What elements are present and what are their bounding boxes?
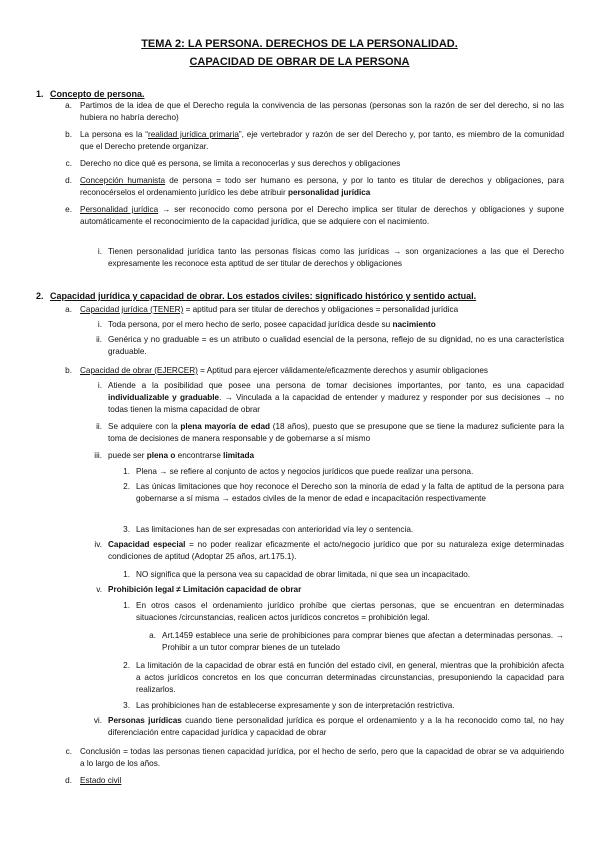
list-item: Las prohibiciones han de establecerse expresamente y son de interpretación restrictiva.: [136, 701, 455, 710]
list-item: Tienen personalidad jurídica tanto las personas físicas como las jurídicas → son organizaciones a las que el Derecho expresamente les reconoce esta aptitud de ser titular de derechos y obligaciones: [108, 247, 564, 269]
list-marker: iv.: [94, 540, 102, 549]
list-marker: c.: [65, 747, 72, 756]
list-marker: e.: [65, 205, 72, 214]
list-item: Conclusión = todas las personas tienen capacidad jurídica, por el hecho de serlo, pero que la capacidad de obrar se va adquiriendo a lo largo de los años.: [80, 747, 564, 769]
list-marker: d.: [65, 776, 72, 785]
list-item: Concepción humanista de persona = todo ser humano es persona, y por lo tanto es titular de derechos y obligaciones, para reconocérselos el ordenamiento jurídico les debe atribuir personalidad jurídica: [80, 176, 564, 198]
list-marker: v.: [96, 585, 102, 594]
list-item: Plena → se refiere al conjunto de actos y negocios jurídicos que puede realizar una persona.: [136, 467, 474, 476]
list-marker: 1.: [123, 467, 130, 476]
list-marker: ii.: [96, 335, 102, 344]
list-item: Genérica y no graduable = es un atributo o cualidad esencial de la persona, reflejo de su dignidad, no es una característica graduable.: [108, 335, 564, 357]
list-item: Toda persona, por el mero hecho de serlo, posee capacidad jurídica desde su nacimiento: [108, 320, 436, 329]
list-marker: d.: [65, 176, 72, 185]
list-item: Las únicas limitaciones que hoy reconoce el Derecho son la minoría de edad y la falta de aptitud de la persona para gobernarse a sí misma → estados civiles de la menor de edad e incapacitación respectivamente: [136, 482, 564, 504]
list-marker: vi.: [93, 716, 102, 725]
page-subtitle: CAPACIDAD DE OBRAR DE LA PERSONA: [189, 56, 410, 68]
list-marker: b.: [65, 366, 72, 375]
list-item: La persona es la “realidad jurídica primaria”, eje vertebrador y razón de ser del Derecho y, por tanto, es miembro de la comunidad que el Derecho pretende organizar.: [80, 130, 564, 152]
list-item: Art.1459 establece una serie de prohibiciones para comprar bienes que afectan a determinadas personas. → Prohibir a un tutor comprar bienes de un tutelado: [162, 631, 564, 653]
list-marker: i.: [97, 320, 102, 329]
list-item: Personas jurídicas cuando tiene personalidad jurídica es porque el ordenamiento y a la ha reconocido como tal, no hay diferenciación entre capacidad jurídica y capacidad de obrar: [108, 716, 564, 738]
list-marker: 3.: [123, 525, 130, 534]
list-item: En otros casos el ordenamiento jurídico prohíbe que ciertas personas, que se encuentran en determinadas situaciones /circunstancias, realicen actos jurídicos concretos = prohibición legal.: [136, 601, 564, 623]
list-item: Atiende a la posibilidad que posee una persona de tomar decisiones importantes, por tanto, es una capacidad individualizable y graduable. → Vinculada a la capacidad de entender y madurez y responder por sus decisiones → no todas tienen la misma capacidad de obrar: [108, 381, 564, 415]
list-item: Capacidad jurídica (TENER) = aptitud para ser titular de derechos y obligaciones = personalidad jurídica: [80, 305, 459, 314]
list-marker: a.: [65, 101, 72, 110]
list-item: Estado civil: [80, 776, 122, 785]
section-2-heading: 2. Capacidad jurídica y capacidad de obrar. Los estados civiles: significado histórico y sentido actual.: [36, 291, 477, 301]
list-marker: a.: [65, 305, 72, 314]
list-marker: 1.: [123, 601, 130, 610]
list-item: La limitación de la capacidad de obrar está en función del estado civil, en general, mientras que la prohibición afecta a actos jurídicos concretos en los que concurran determinadas circunstancias, presuponiendo la capacidad para realizarlos.: [136, 661, 564, 695]
list-marker: iii.: [94, 451, 102, 460]
list-marker: ii.: [96, 422, 102, 431]
list-item: Se adquiere con la plena mayoría de edad (18 años), puesto que se presupone que se tiene la madurez suficiente para la toma de decisiones de manera responsable y de gobernarse a sí mismo: [108, 422, 564, 444]
list-marker: i.: [97, 247, 102, 256]
list-item: Prohibición legal ≠ Limitación capacidad de obrar: [108, 585, 302, 594]
list-item: Derecho no dice qué es persona, se limita a reconocerlas y sus derechos y obligaciones: [80, 159, 401, 168]
list-marker: a.: [149, 631, 156, 640]
list-item: puede ser plena o encontrarse limitada: [108, 451, 255, 460]
list-item: Capacidad especial = no poder realizar eficazmente el acto/negocio jurídico que por su naturaleza exige determinadas condiciones de aptitud (Adoptar 25 años, art.175.1).: [108, 540, 564, 562]
list-item: Partimos de la idea de que el Derecho regula la convivencia de las personas (personas son la razón de ser del derecho, si no las hubiera no habría derecho): [80, 101, 564, 123]
list-marker: 1.: [123, 570, 130, 579]
list-item: Las limitaciones han de ser expresadas con anterioridad vía ley o sentencia.: [136, 525, 414, 534]
list-marker: 2.: [123, 661, 130, 670]
list-marker: i.: [97, 381, 102, 390]
list-marker: c.: [65, 159, 72, 168]
section-1-heading: 1. Concepto de persona.: [36, 89, 145, 99]
list-item: NO significa que la persona vea su capacidad de obrar limitada, ni que sea un incapacitado.: [136, 570, 471, 579]
list-marker: b.: [65, 130, 72, 139]
list-item: Personalidad jurídica → ser reconocido como persona por el Derecho implica ser titular de derechos y obligaciones y supone automáticamente el reconocimiento de la capacidad jurídica, que se adquiere con el nacimiento.: [80, 205, 565, 227]
list-item: Capacidad de obrar (EJERCER) = Aptitud para ejercer válidamente/eficazmente derechos y asumir obligaciones: [80, 366, 488, 375]
list-marker: 2.: [123, 482, 130, 491]
page-title: TEMA 2: LA PERSONA. DERECHOS DE LA PERSONALIDAD.: [141, 38, 458, 50]
list-marker: 3.: [123, 701, 130, 710]
